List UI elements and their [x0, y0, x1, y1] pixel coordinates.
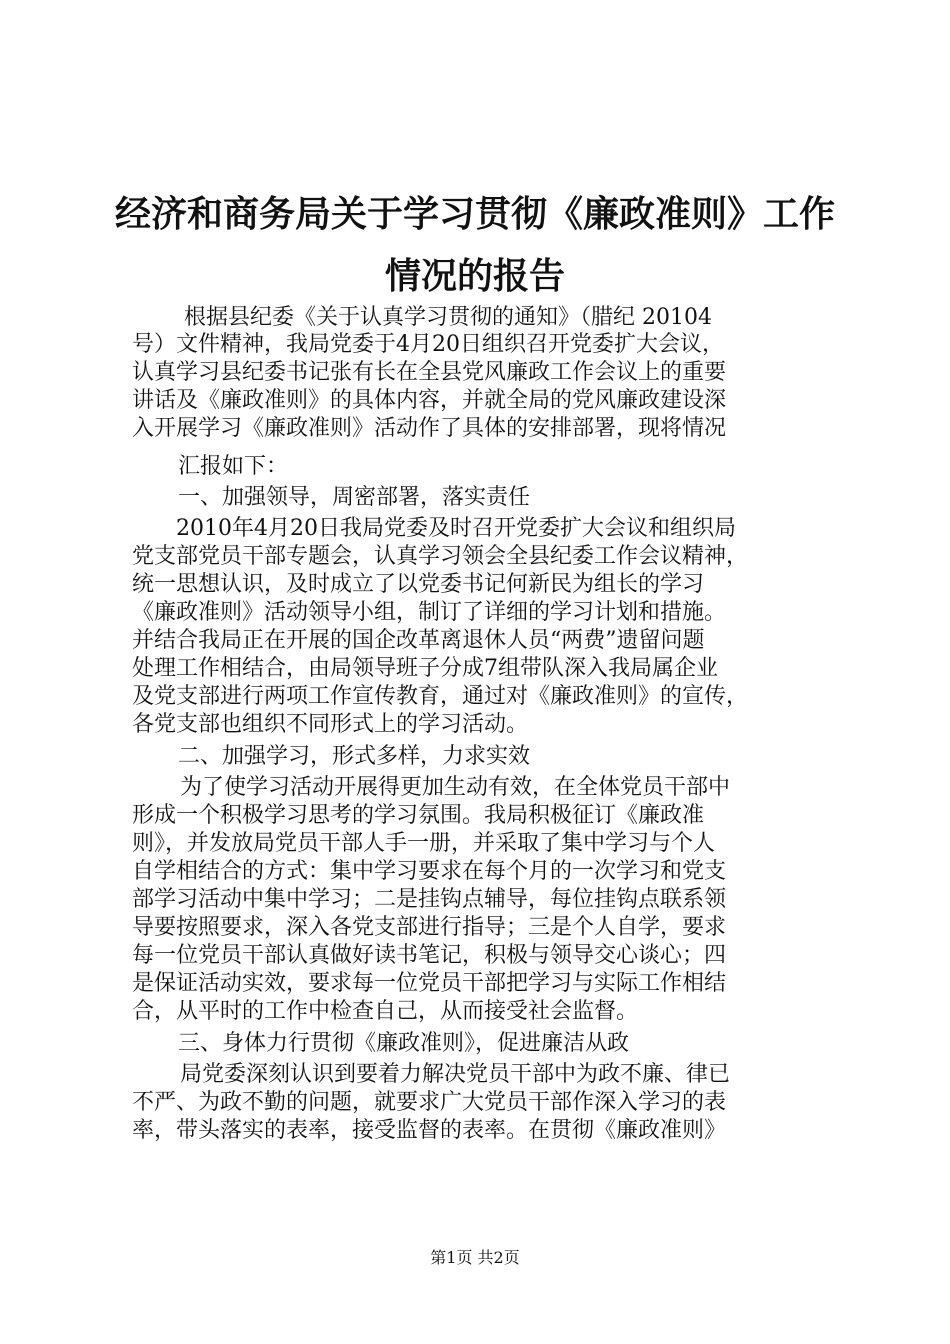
body-line: 形成一个积极学习思考的学习氛围。我局积极征订《廉政准	[132, 803, 705, 828]
body-line: 每一位党员干部认真做好读书笔记，积极与领导交心谈心；四	[132, 943, 727, 968]
body-line: 汇报如下：	[178, 454, 289, 479]
body-line: 认真学习县纪委书记张有长在全县党风廉政工作会议上的重要	[132, 360, 727, 385]
body-line: 自学相结合的方式：集中学习要求在每个月的一次学习和党支	[132, 859, 727, 884]
body-line: 统一思想认识，及时成立了以党委书记何新民为组长的学习	[132, 572, 705, 597]
body-line: 及党支部进行两项工作宣传教育，通过对《廉政准则》的宣传，	[132, 684, 749, 709]
body-line: 号）文件精神，我局党委于4月20日组织召开党委扩大会议，	[132, 332, 724, 357]
body-line: 率，带头落实的表率，接受监督的表率。在贯彻《廉政准则》	[132, 1118, 727, 1143]
body-line: 导要按照要求，深入各党支部进行指导；三是个人自学，要求	[132, 915, 727, 940]
body-line: 局党委深刻认识到要着力解决党员干部中为政不廉、律已	[180, 1062, 731, 1087]
body-line: 2010年4月20日我局党委及时召开党委扩大会议和组织局	[176, 516, 736, 541]
body-line: 讲话及《廉政准则》的具体内容，并就全局的党风廉政建设深	[132, 388, 727, 413]
body-line: 不严、为政不勤的问题，就要求广大党员干部作深入学习的表	[132, 1090, 727, 1115]
body-line: 入开展学习《廉政准则》活动作了具体的安排部署，现将情况	[132, 416, 727, 441]
section-heading: 三、身体力行贯彻《廉政准则》，促进廉洁从政	[178, 1031, 630, 1056]
document-title-line-1: 经济和商务局关于学习贯彻《廉政准则》工作	[114, 193, 835, 235]
body-line: 各党支部也组织不同形式上的学习活动。	[132, 712, 529, 737]
body-line: 并结合我局正在开展的国企改革离退休人员“两费”遗留问题	[132, 628, 705, 653]
body-line: 为了使学习活动开展得更加生动有效，在全体党员干部中	[180, 775, 731, 800]
body-line: 党支部党员干部专题会，认真学习领会全县纪委工作会议精神，	[132, 544, 749, 569]
body-line: 《廉政准则》活动领导小组，制订了详细的学习计划和措施。	[132, 600, 727, 625]
body-line: 是保证活动实效，要求每一位党员干部把学习与实际工作相结	[132, 971, 727, 996]
body-line: 根据县纪委《关于认真学习贯彻的通知》（腊纪 20104	[184, 305, 712, 330]
body-line: 部学习活动中集中学习；二是挂钩点辅导，每位挂钩点联系领	[132, 887, 727, 912]
document-title-line-2: 情况的报告	[384, 255, 565, 297]
body-line: 合，从平时的工作中检查自己，从而接受社会监督。	[132, 999, 639, 1024]
section-heading: 二、加强学习，形式多样，力求实效	[178, 744, 531, 769]
body-line: 则》，并发放局党员干部人手一册，并采取了集中学习与个人	[132, 831, 716, 856]
body-line: 处理工作相结合，由局领导班子分成7组带队深入我局属企业	[132, 656, 718, 681]
page-footer: 第1页 共2页	[430, 1248, 520, 1267]
section-heading: 一、加强领导，周密部署，落实责任	[178, 485, 531, 510]
